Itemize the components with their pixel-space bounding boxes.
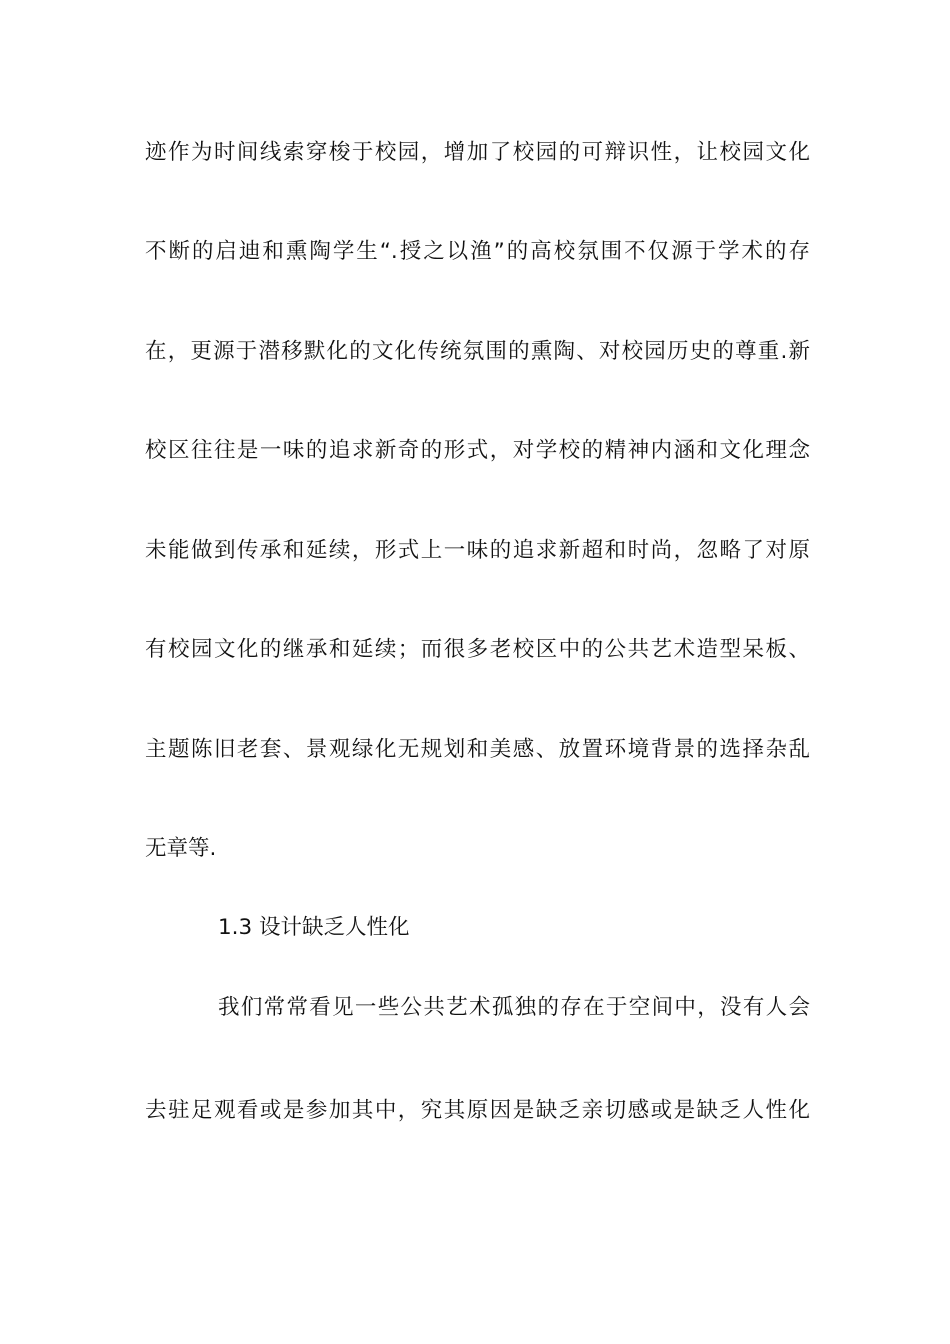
body-text-line: 去驻足观看或是参加其中，究其原因是缺乏亲切感或是缺乏人性化 bbox=[145, 1098, 810, 1123]
body-text-line: 我们常常看见一些公共艺术孤独的存在于空间中，没有人会 bbox=[218, 995, 810, 1020]
body-text-line: 在，更源于潜移默化的文化传统氛围的熏陶、对校园历史的尊重.新 bbox=[145, 339, 810, 364]
body-text-line: 无章等. bbox=[145, 836, 217, 861]
body-text-line: 不断的启迪和熏陶学生“.授之以渔”的高校氛围不仅源于学术的存 bbox=[145, 239, 810, 264]
body-text-line: 主题陈旧老套、景观绿化无规划和美感、放置环境背景的选择杂乱 bbox=[145, 737, 810, 762]
body-text-line: 迹作为时间线索穿梭于校园，增加了校园的可辩识性，让校园文化 bbox=[145, 140, 810, 165]
body-text-line: 有校园文化的继承和延续；而很多老校区中的公共艺术造型呆板、 bbox=[145, 637, 810, 662]
body-text-line: 未能做到传承和延续，形式上一味的追求新超和时尚，忽略了对原 bbox=[145, 538, 810, 563]
body-text-line: 校区往往是一味的追求新奇的形式，对学校的精神内涵和文化理念 bbox=[145, 438, 810, 463]
section-heading: 1.3 设计缺乏人性化 bbox=[218, 915, 410, 940]
